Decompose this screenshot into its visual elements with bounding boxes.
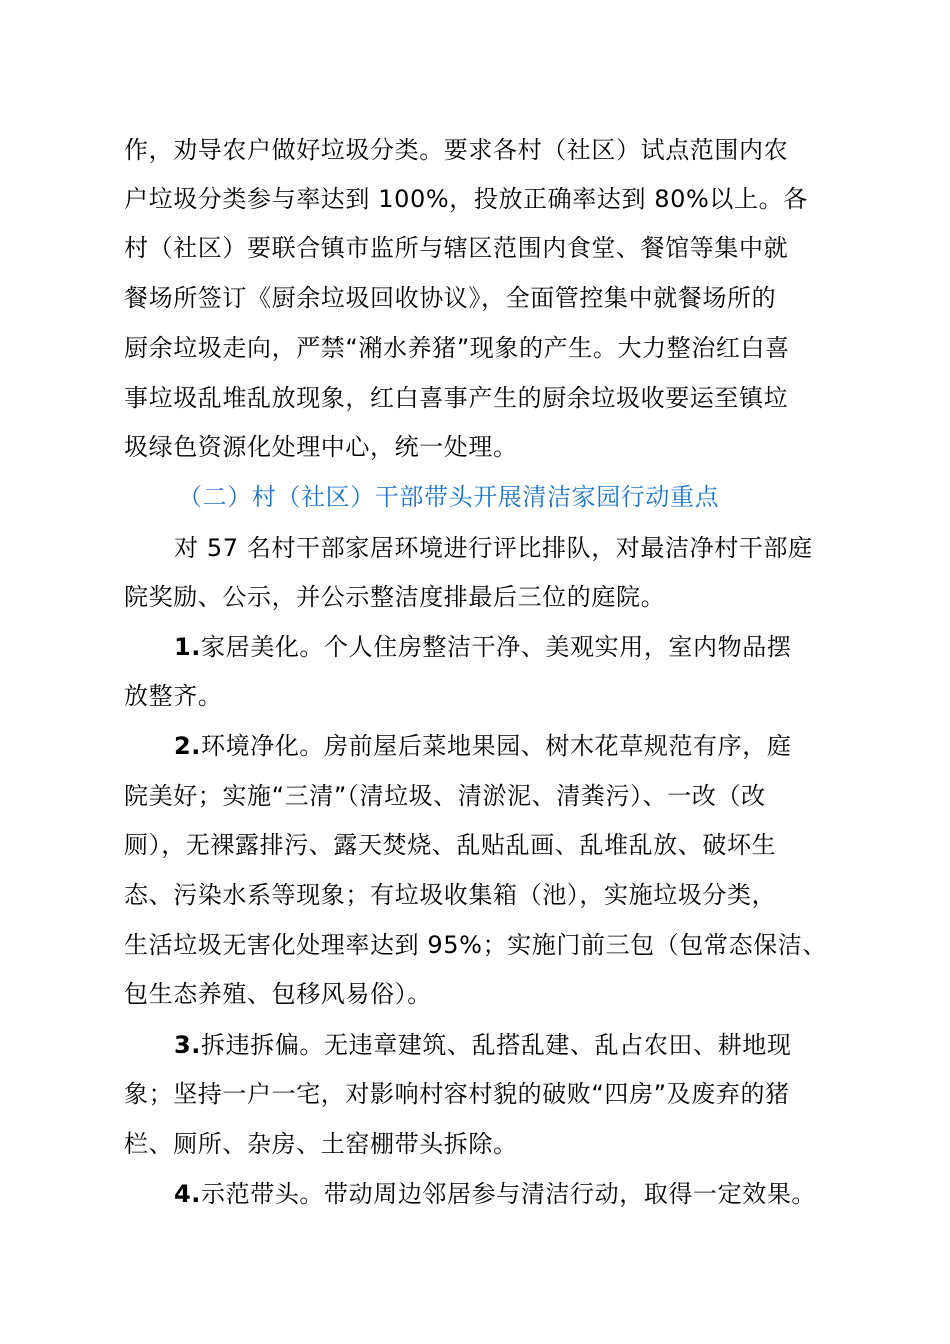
list-item-3: [174, 1030, 791, 1060]
paragraph-line: 户垃圾分类参与率达到 100%，投放正确率达到 80%以上。各: [124, 185, 808, 213]
list-item-4: [174, 1179, 816, 1209]
item-text: 拆违拆偏。无违章建筑、乱搭乱建、乱占农田、耕地现: [201, 1031, 792, 1059]
paragraph-line: 厕），无裸露排污、露天焚烧、乱贴乱画、乱堆乱放、破坏生: [124, 831, 777, 859]
item-text: 家居美化。个人住房整洁干净、美观实用，室内物品摆: [201, 633, 792, 661]
paragraph-line: 事垃圾乱堆乱放现象，红白喜事产生的厨余垃圾收要运至镇垃: [124, 384, 789, 412]
item-text: 环境净化。房前屋后菜地果园、树木花草规范有序，庭: [201, 732, 792, 760]
section-heading: （二）村（社区）干部带头开展清洁家园行动重点: [178, 483, 720, 511]
paragraph-line: 院奖励、公示，并公示整洁度排最后三位的庭院。: [124, 583, 666, 611]
paragraph-line: 餐场所签订《厨余垃圾回收协议》，全面管控集中就餐场所的: [124, 284, 777, 312]
item-number: 2.: [174, 732, 202, 760]
item-text: 示范带头。带动周边邻居参与清洁行动，取得一定效果。: [201, 1180, 817, 1208]
paragraph-line: 栏、厕所、杂房、土窑棚带头拆除。: [124, 1130, 518, 1158]
paragraph-line: 放整齐。: [124, 682, 223, 710]
paragraph-line: 厨余垃圾走向，严禁“潲水养猪”现象的产生。大力整治红白喜: [124, 334, 790, 362]
item-number: 1.: [174, 633, 202, 661]
list-item-1: [174, 632, 791, 662]
paragraph-line: 对 57 名村干部家居环境进行评比排队，对最洁净村干部庭: [174, 534, 813, 562]
item-number: 4.: [174, 1180, 202, 1208]
paragraph-line: 圾绿色资源化处理中心，统一处理。: [124, 433, 518, 461]
list-item-2: [174, 731, 791, 761]
paragraph-line: 院美好；实施“三清”（清垃圾、清淤泥、清粪污）、一改（改: [124, 782, 766, 810]
paragraph-line: 生活垃圾无害化处理率达到 95%；实施门前三包（包常态保洁、: [124, 931, 827, 959]
item-number: 3.: [174, 1031, 202, 1059]
paragraph-line: 作，劝导农户做好垃圾分类。要求各村（社区）试点范围内农: [124, 136, 789, 164]
paragraph-line: 象；坚持一户一宅，对影响村容村貌的破败“四房”及废弃的猪: [124, 1080, 790, 1108]
paragraph-line: 态、污染水系等现象；有垃圾收集箱（池），实施垃圾分类，: [124, 881, 777, 909]
paragraph-line: 村（社区）要联合镇市监所与辖区范围内食堂、餐馆等集中就: [124, 234, 789, 262]
paragraph-line: 包生态养殖、包移风易俗）。: [124, 980, 432, 1008]
